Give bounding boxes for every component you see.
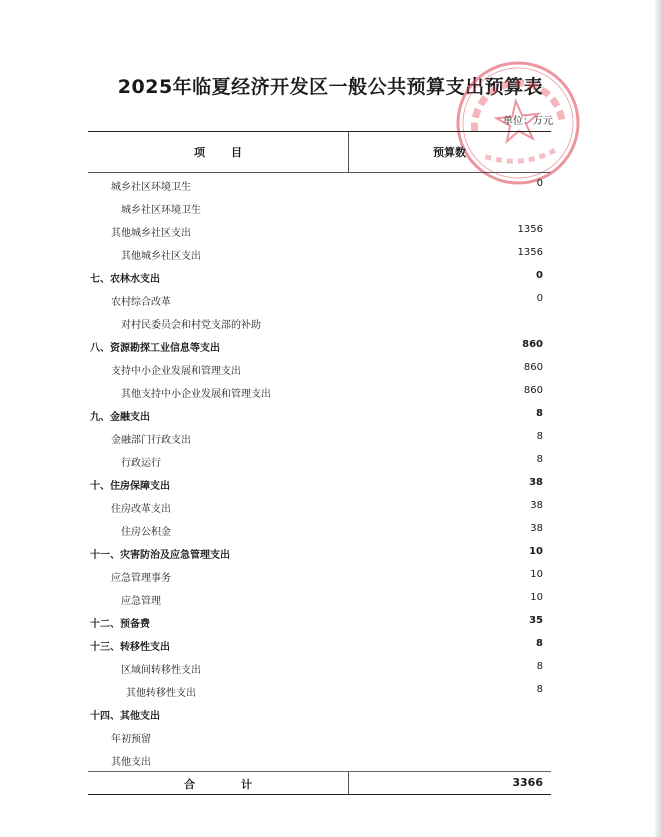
row-item-name: 十三、转移性支出 bbox=[90, 642, 170, 653]
table-row bbox=[88, 725, 551, 748]
row-amount: 10 bbox=[530, 569, 543, 580]
table-header bbox=[88, 131, 551, 173]
row-amount: 8 bbox=[536, 638, 543, 649]
table-row bbox=[88, 702, 551, 725]
row-amount: 1356 bbox=[517, 247, 543, 258]
table-row bbox=[88, 748, 551, 771]
row-amount: 38 bbox=[530, 500, 543, 511]
row-amount: 8 bbox=[536, 684, 543, 695]
row-item-name: 十一、灾害防治及应急管理支出 bbox=[90, 550, 230, 561]
row-item-name: 对村民委员会和村党支部的补助 bbox=[121, 320, 261, 331]
row-amount: 860 bbox=[522, 339, 543, 350]
row-item-name: 城乡社区环境卫生 bbox=[111, 182, 191, 193]
row-amount: 10 bbox=[529, 546, 543, 557]
row-item-name: 九、金融支出 bbox=[90, 412, 150, 423]
row-amount: 860 bbox=[523, 385, 543, 396]
table-row bbox=[88, 472, 551, 495]
table-row bbox=[88, 518, 551, 541]
header-amount: 预算数 bbox=[433, 146, 466, 159]
table-row bbox=[88, 656, 551, 679]
table-row bbox=[88, 449, 551, 472]
row-item-name: 城乡社区环境卫生 bbox=[121, 205, 201, 216]
table-row bbox=[88, 403, 551, 426]
table-row bbox=[88, 610, 551, 633]
total-row bbox=[88, 772, 551, 795]
total-label: 合计 bbox=[184, 778, 298, 791]
row-item-name: 农村综合改革 bbox=[111, 297, 171, 308]
page-title: 2025年临夏经济开发区一般公共预算支出预算表 bbox=[117, 76, 544, 98]
row-item-name: 其他城乡社区支出 bbox=[121, 251, 201, 262]
table-row bbox=[88, 173, 551, 196]
row-item-name: 其他城乡社区支出 bbox=[111, 228, 191, 239]
table-row bbox=[88, 564, 551, 587]
row-item-name: 应急管理事务 bbox=[111, 573, 171, 584]
table-row bbox=[88, 311, 551, 334]
row-item-name: 住房公积金 bbox=[121, 527, 171, 538]
row-item-name: 其他支出 bbox=[111, 757, 151, 768]
row-amount: 0 bbox=[536, 270, 543, 281]
row-item-name: 支持中小企业发展和管理支出 bbox=[111, 366, 241, 377]
row-amount: 8 bbox=[536, 454, 543, 465]
row-item-name: 金融部门行政支出 bbox=[111, 435, 191, 446]
table-row bbox=[88, 242, 551, 265]
header-item: 项目 bbox=[194, 146, 268, 159]
row-item-name: 住房改革支出 bbox=[111, 504, 171, 515]
row-item-name: 其他支持中小企业发展和管理支出 bbox=[121, 389, 271, 400]
table-row bbox=[88, 357, 551, 380]
row-item-name: 八、资源勘探工业信息等支出 bbox=[90, 343, 220, 354]
row-amount: 0 bbox=[536, 178, 543, 189]
table-row bbox=[88, 219, 551, 242]
row-amount: 10 bbox=[530, 592, 543, 603]
table-row bbox=[88, 265, 551, 288]
table-row bbox=[88, 679, 551, 702]
row-amount: 8 bbox=[536, 661, 543, 672]
row-item-name: 其他转移性支出 bbox=[126, 688, 196, 699]
row-item-name: 年初预留 bbox=[111, 734, 151, 745]
row-amount: 1356 bbox=[517, 224, 543, 235]
total-value: 3366 bbox=[512, 776, 543, 789]
table-row bbox=[88, 587, 551, 610]
table-row bbox=[88, 495, 551, 518]
unit-label: 单位：万元 bbox=[503, 116, 553, 127]
table-row bbox=[88, 426, 551, 449]
row-amount: 38 bbox=[529, 477, 543, 488]
row-item-name: 行政运行 bbox=[121, 458, 161, 469]
row-amount: 0 bbox=[536, 293, 543, 304]
row-amount: 38 bbox=[530, 523, 543, 534]
row-item-name: 七、农林水支出 bbox=[90, 274, 160, 285]
row-item-name: 十、住房保障支出 bbox=[90, 481, 170, 492]
column-divider bbox=[348, 772, 349, 794]
table-body bbox=[88, 173, 551, 772]
page-edge bbox=[655, 0, 661, 837]
table-row bbox=[88, 196, 551, 219]
row-item-name: 应急管理 bbox=[121, 596, 161, 607]
budget-table bbox=[88, 131, 551, 795]
table-row bbox=[88, 541, 551, 564]
table-row bbox=[88, 380, 551, 403]
table-row bbox=[88, 334, 551, 357]
table-row bbox=[88, 288, 551, 311]
row-amount: 35 bbox=[529, 615, 543, 626]
row-amount: 860 bbox=[523, 362, 543, 373]
table-row bbox=[88, 633, 551, 656]
row-item-name: 十二、预备费 bbox=[90, 619, 150, 630]
row-item-name: 区域间转移性支出 bbox=[121, 665, 201, 676]
row-item-name: 十四、其他支出 bbox=[90, 711, 160, 722]
row-amount: 8 bbox=[536, 431, 543, 442]
row-amount: 8 bbox=[536, 408, 543, 419]
